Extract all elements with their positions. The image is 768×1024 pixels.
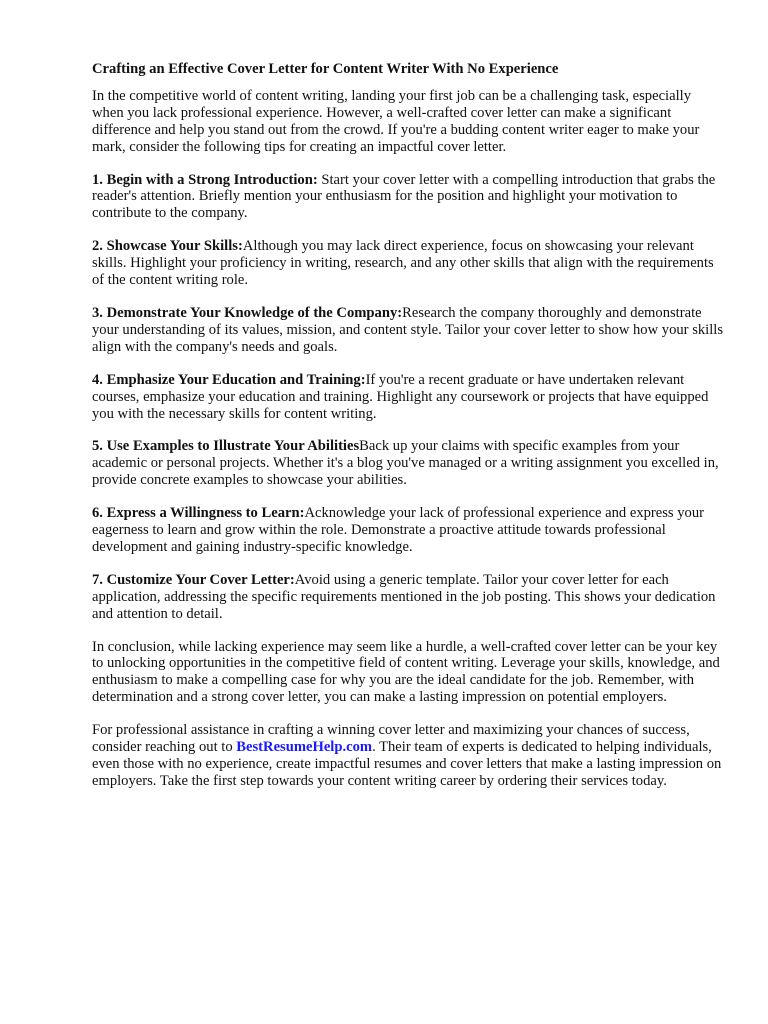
tip-body: Acknowledge your lack of professional experience and express your eagerness to learn and grow within the role. Demonstrate a proactive attitude towards professional development and gaining industry-specific knowledge. [92, 505, 705, 555]
tip-1 [92, 172, 724, 223]
tip-body: If you're a recent graduate or have undertaken relevant courses, emphasize your education and training. Highlight any coursework or projects that have equipped you with the necessary skills for content writing. [92, 371, 709, 422]
tip-body: Research the company thoroughly and demonstrate your understanding of its values, mission, and content style. Tailor your cover letter to show how your skills align with the company's needs and goals. [92, 304, 724, 355]
tip-body: Avoid using a generic template. Tailor your cover letter for each application, addressing the specific requirements mentioned in the job posting. This shows your dedication and attention to detail. [92, 571, 716, 622]
tip-2 [92, 238, 724, 289]
tip-4 [92, 372, 724, 423]
tip-heading: 7. Customize Your Cover Letter: [92, 571, 295, 588]
cta-paragraph [92, 722, 724, 790]
tip-heading: 5. Use Examples to Illustrate Your Abilities [92, 438, 360, 455]
tip-3 [92, 305, 724, 356]
cta-text-before: For professional assistance in crafting a winning cover letter and maximizing your chances of success, consider reaching out to [92, 722, 690, 756]
tip-5 [92, 438, 724, 489]
tip-heading: 2. Showcase Your Skills: [92, 238, 243, 255]
bestresumehelp-link[interactable]: BestResumeHelp.com [236, 739, 373, 756]
conclusion-paragraph: In conclusion, while lacking experience may seem like a hurdle, a well-crafted cover letter can be your key to unlocking opportunities in the competitive field of content writing. Leverage your skills, knowledge, and enthusiasm to make a compelling case for why you are the ideal candidate for the job. Remember, with determination and a strong cover letter, you can make a lasting impression on potential employers. [92, 638, 720, 706]
document-title: Crafting an Effective Cover Letter for Content Writer With No Experience [92, 61, 559, 77]
cta-text-after: . Their team of experts is dedicated to helping individuals, even those with no experience, create impactful resumes and cover letters that make a lasting impression on employers. Take the first step towards your content writing career by ordering their services today. [92, 739, 722, 789]
tip-body: Back up your claims with specific examples from your academic or personal projects. Whether it's a blog you've managed or a writing assignment you excelled in, provide concrete examples to showcase your abilities. [92, 438, 719, 489]
tip-body: Although you may lack direct experience, focus on showcasing your relevant skills. Highlight your proficiency in writing, research, and any other skills that align with the requirements of the content writing role. [92, 238, 714, 289]
tip-7 [92, 572, 724, 623]
tip-6 [92, 505, 724, 556]
intro-paragraph: In the competitive world of content writing, landing your first job can be a challenging task, especially when you lack professional experience. However, a well-crafted cover letter can make a significant difference and help you stand out from the crowd. If you're a budding content writer eager to make your mark, consider the following tips for creating an impactful cover letter. [92, 87, 700, 155]
tip-heading: 1. Begin with a Strong Introduction: [92, 171, 318, 188]
tip-heading: 3. Demonstrate Your Knowledge of the Company: [92, 304, 403, 321]
tip-body: Start your cover letter with a compelling introduction that grabs the reader's attention. Briefly mention your enthusiasm for the position and highlight your motivation to contribute to the company. [92, 171, 716, 222]
tip-heading: 6. Express a Willingness to Learn: [92, 505, 305, 522]
tip-heading: 4. Emphasize Your Education and Training: [92, 371, 366, 388]
